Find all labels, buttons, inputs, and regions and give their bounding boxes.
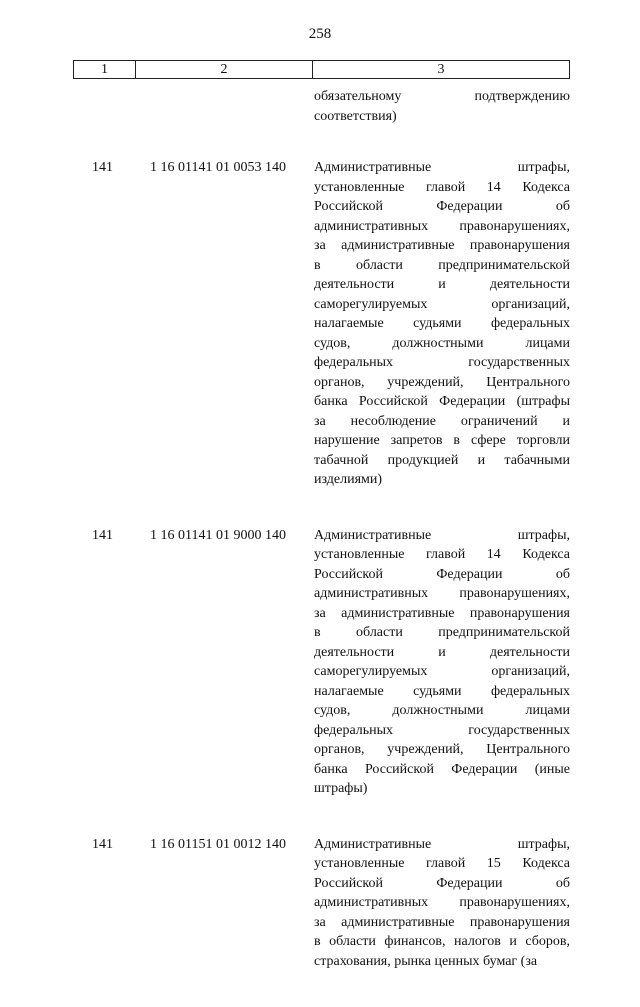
description-line: за административные правонарушения	[314, 605, 570, 621]
description-line: налагаемые судьями федеральных	[314, 683, 570, 699]
table-row	[0, 835, 640, 972]
description-line: за административные правонарушения	[314, 238, 570, 253]
revenue-description	[314, 158, 570, 490]
page-number: 258	[308, 26, 332, 42]
admin-code: 141	[92, 836, 113, 852]
description-line: судов, должностными лицами	[314, 703, 570, 718]
description-line: федеральных государственных	[314, 722, 570, 738]
budget-classification-code: 1 16 01151 01 0012 140	[150, 836, 286, 852]
description-line: органов, учреждений, Центрального	[314, 374, 570, 390]
admin-code: 141	[92, 527, 113, 543]
budget-classification-code: 1 16 01141 01 9000 140	[150, 527, 286, 543]
description-line: саморегулируемых организаций,	[314, 664, 570, 679]
description-line: деятельности и деятельности	[314, 277, 570, 292]
description-line: страхования, рынка ценных бумаг (за	[314, 953, 538, 969]
header-col-3: 3	[437, 62, 445, 77]
revenue-description	[314, 835, 570, 972]
description-line: органов, учреждений, Центрального	[314, 742, 570, 757]
description-line: саморегулируемых организаций,	[314, 296, 570, 312]
description-line: установленные главой 14 Кодекса	[314, 179, 570, 195]
continuation-description	[314, 87, 570, 126]
description-line: Административные штрафы,	[314, 527, 570, 543]
description-line: в области финансов, налогов и сборов,	[314, 934, 570, 949]
description-line: табачной продукцией и табачными	[314, 452, 570, 468]
description-line: административных правонарушениях,	[314, 586, 570, 601]
description-line: административных правонарушениях,	[314, 895, 570, 910]
description-line: деятельности и деятельности	[314, 644, 570, 660]
description-line: установленные главой 14 Кодекса	[314, 547, 570, 562]
description-line: банка Российской Федерации (штрафы	[314, 394, 570, 409]
description-line: Административные штрафы,	[314, 160, 570, 175]
admin-code: 141	[92, 160, 113, 175]
description-line: в области предпринимательской	[314, 625, 570, 640]
description-line: установленные главой 15 Кодекса	[314, 856, 570, 871]
revenue-description	[314, 526, 570, 799]
description-line: за административные правонарушения	[314, 914, 570, 930]
description-line: соответствия)	[314, 108, 397, 124]
table-row	[0, 158, 640, 490]
description-line: федеральных государственных	[314, 355, 570, 370]
description-line: штрафы)	[314, 781, 368, 796]
description-line: банка Российской Федерации (иные	[314, 761, 570, 777]
budget-classification-code: 1 16 01141 01 0053 140	[150, 160, 286, 175]
table-row	[0, 526, 640, 799]
table-body	[0, 87, 640, 1007]
description-line: за несоблюдение ограничений и	[314, 413, 570, 429]
description-line: изделиями)	[314, 472, 383, 487]
description-line: судов, должностными лицами	[314, 335, 570, 351]
description-line: нарушение запретов в сфере торговли	[314, 433, 570, 448]
description-line: налагаемые судьями федеральных	[314, 316, 570, 331]
description-line: административных правонарушениях,	[314, 218, 570, 234]
description-line: обязательному подтверждению	[314, 89, 570, 104]
description-line: в области предпринимательской	[314, 257, 570, 273]
description-line: Российской Федерации об	[314, 875, 570, 891]
header-col-1: 1	[74, 61, 136, 78]
description-line: Российской Федерации об	[314, 566, 570, 582]
header-col-2: 2	[136, 61, 313, 78]
continuation-row	[0, 87, 640, 126]
description-line: Административные штрафы,	[314, 836, 570, 852]
description-line: Российской Федерации об	[314, 199, 570, 214]
table-header-row	[73, 60, 570, 79]
